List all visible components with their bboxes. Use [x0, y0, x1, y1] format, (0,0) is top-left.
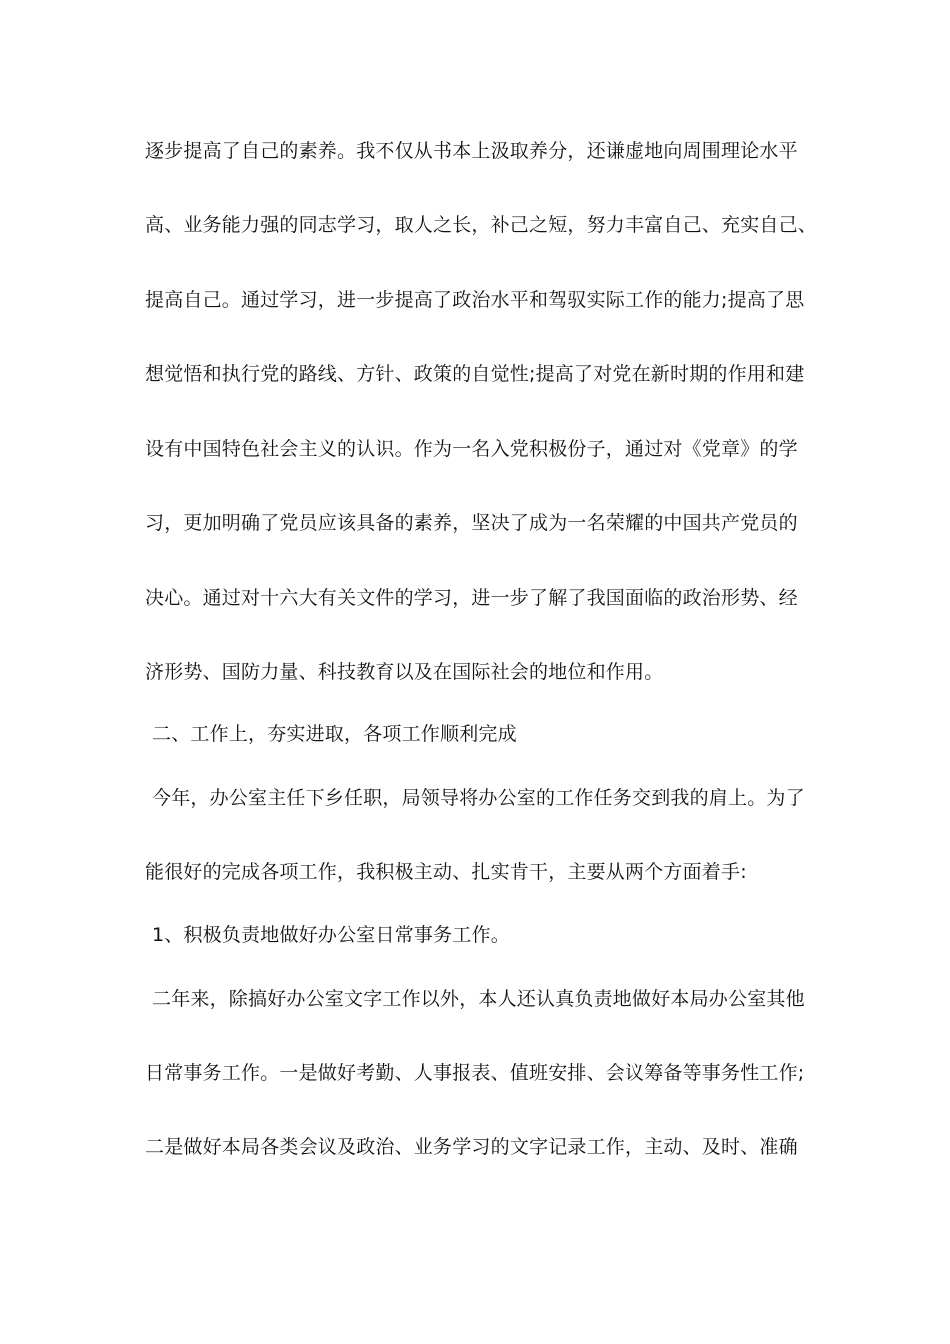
paragraph-line: 日常事务工作。一是做好考勤、人事报表、值班安排、会议筹备等事务性工作;: [145, 1062, 805, 1084]
list-item-heading: 1、积极负责地做好办公室日常事务工作。: [152, 924, 510, 946]
paragraph-line: 高、业务能力强的同志学习，取人之长，补己之短，努力丰富自己、充实自己、: [145, 214, 818, 236]
paragraph-line: 设有中国特色社会主义的认识。作为一名入党积极份子，通过对《党章》的学: [145, 438, 798, 460]
paragraph-line: 济形势、国防力量、科技教育以及在国际社会的地位和作用。: [145, 661, 664, 683]
paragraph-line: 习，更加明确了党员应该具备的素养，坚决了成为一名荣耀的中国共产党员的: [145, 512, 798, 534]
paragraph-line: 能很好的完成各项工作，我积极主动、扎实肯干，主要从两个方面着手:: [145, 861, 747, 883]
section-heading: 二、工作上，夯实进取，各项工作顺利完成: [152, 723, 517, 745]
paragraph-line: 想觉悟和执行党的路线、方针、政策的自觉性;提高了对党在新时期的作用和建: [145, 363, 805, 385]
paragraph-line: 今年，办公室主任下乡任职，局领导将办公室的工作任务交到我的肩上。为了: [152, 787, 805, 809]
paragraph-line: 提高自己。通过学习，进一步提高了政治水平和驾驭实际工作的能力;提高了思: [145, 289, 805, 311]
paragraph-line: 二年来，除搞好办公室文字工作以外，本人还认真负责地做好本局办公室其他: [152, 988, 805, 1010]
paragraph-line: 决心。通过对十六大有关文件的学习，进一步了解了我国面临的政治形势、经: [145, 587, 798, 609]
paragraph-line: 逐步提高了自己的素养。我不仅从书本上汲取养分，还谦虚地向周围理论水平: [145, 140, 798, 162]
paragraph-line: 二是做好本局各类会议及政治、业务学习的文字记录工作，主动、及时、准确: [145, 1136, 798, 1158]
